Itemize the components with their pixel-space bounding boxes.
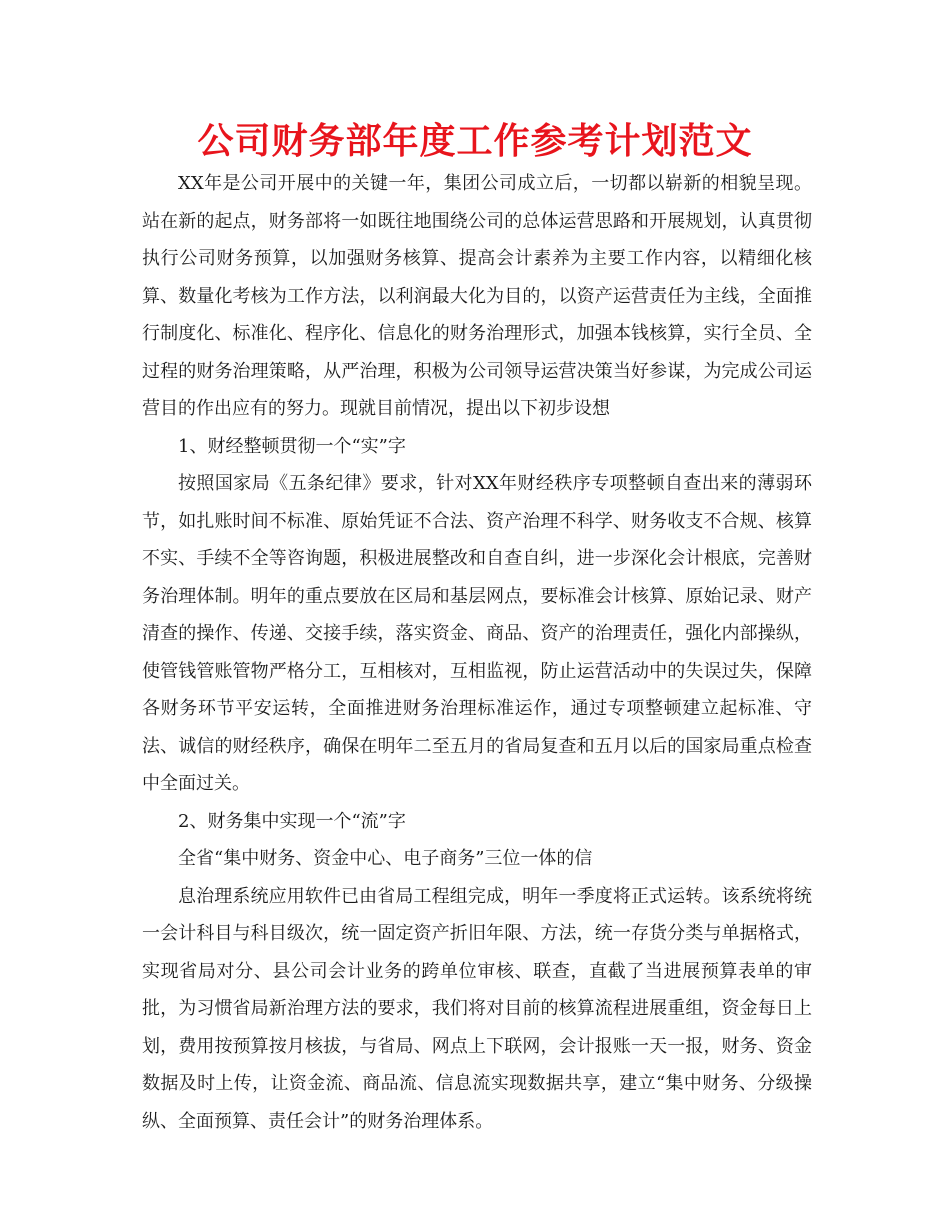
section-heading-2: 2、财务集中实现一个“流”字: [178, 810, 406, 832]
document-body: [142, 165, 812, 1140]
paragraph-section-2: 息治理系统应用软件已由省局工程组完成，明年一季度将正式运转。该系统将统一会计科目与科目级次，统一固定资产折旧年限、方法，统一存货分类与单据格式，实现省局对分、县公司会计业务的跨单位审核、联查，直截了当进展预算表单的审批，为习惯省局新治理方法的要求，我们将对目前的核算流程进展重组，资金每日上划，费用按预算按月核拔，与省局、网点上下联网，会计报账一天一报，财务、资金数据及时上传，让资金流、商品流、信息流实现数据共享，建立“集中财务、分级操纵、全面预算、责任会计”的财务治理体系。: [142, 885, 812, 1132]
paragraph-intro: XX年是公司开展中的关键一年，集团公司成立后，一切都以崭新的相貌呈现。站在新的起点，财务部将一如既往地围绕公司的总体运营思路和开展规划，认真贯彻执行公司财务预算，以加强财务核算、提高会计素养为主要工作内容，以精细化核算、数量化考核为工作方法，以利润最大化为目的，以资产运营责任为主线，全面推行制度化、标准化、程序化、信息化的财务治理形式，加强本钱核算，实行全员、全过程的财务治理策略，从严治理，积极为公司领导运营决策当好参谋，为完成公司运营目的作出应有的努力。现就目前情况，提出以下初步设想: [142, 173, 812, 419]
section-heading-1: 1、财经整顿贯彻一个“实”字: [178, 435, 406, 457]
paragraph-section-2-line: 全省“集中财务、资金中心、电子商务”三位一体的信: [178, 848, 593, 869]
paragraph-section-1: 按照国家局《五条纪律》要求，针对XX年财经秩序专项整顿自查出来的薄弱环节，如扎账时间不标准、原始凭证不合法、资产治理不科学、财务收支不合规、核算不实、手续不全等咨询题，积极进展整改和自查自纠，进一步深化会计根底，完善财务治理体制。明年的重点要放在区局和基层网点，要标准会计核算、原始记录、财产清查的操作、传递、交接手续，落实资金、商品、资产的治理责任，强化内部操纵，使管钱管账管物严格分工，互相核对，互相监视，防止运营活动中的失误过失，保障各财务环节平安运转，全面推进财务治理标准运作，通过专项整顿建立起标准、守法、诚信的财经秩序，确保在明年二至五月的省局复查和五月以后的国家局重点检查中全面过关。: [142, 473, 812, 794]
document-title: 公司财务部年度工作参考计划范文: [197, 121, 753, 162]
